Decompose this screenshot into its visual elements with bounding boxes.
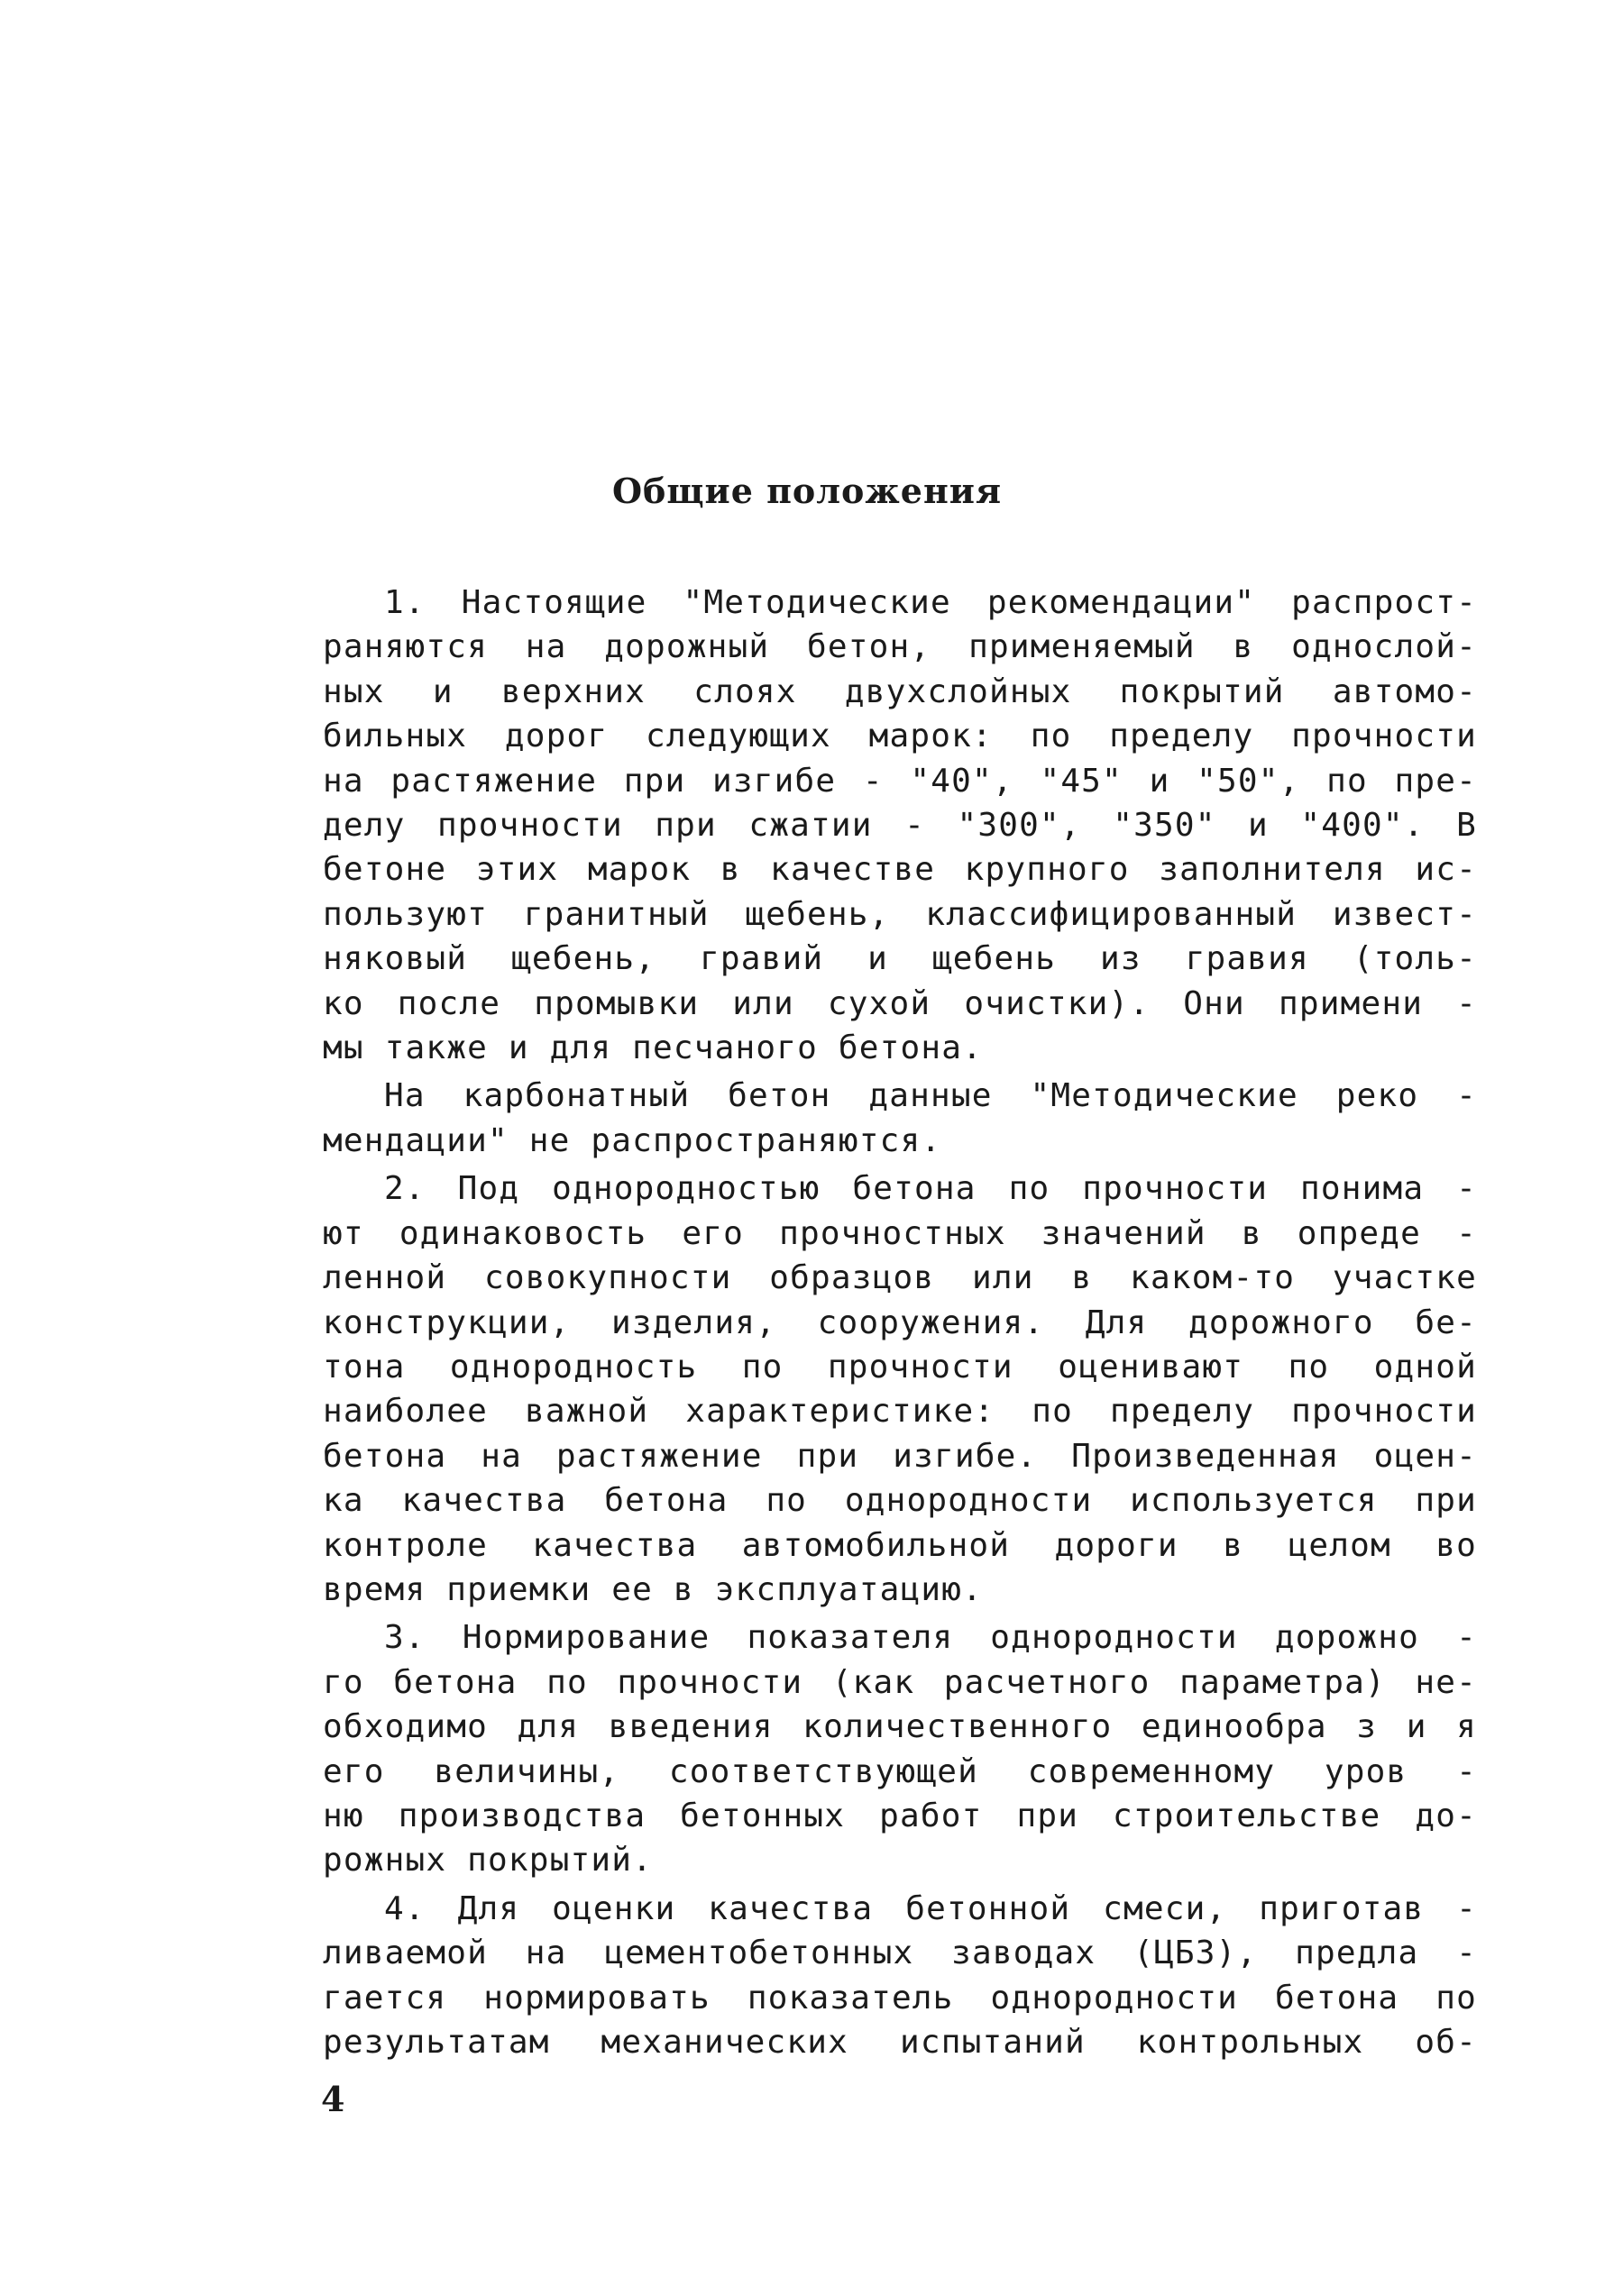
paragraph-4 — [323, 1615, 1477, 1882]
text-line: 1. Настоящие "Методические рекомендации" распрост- — [384, 584, 1477, 621]
text-line: ют одинаковость его прочностных значений в опреде - — [323, 1214, 1477, 1252]
text-line: время приемки ее в эксплуатацию. — [323, 1570, 983, 1608]
text-line: раняются на дорожный бетон, применяемый в однослой- — [323, 628, 1477, 666]
paragraph-5 — [323, 1887, 1477, 2065]
text-line: На карбонатный бетон данные "Методические реко - — [384, 1077, 1477, 1115]
paragraph-2 — [323, 1074, 1477, 1163]
text-line: тона однородность по прочности оценивают по одной — [323, 1348, 1477, 1386]
text-line: на растяжение при изгибе - "40", "45" и "50", по пре- — [323, 762, 1477, 800]
paragraph-1 — [323, 581, 1477, 1070]
text-line: няковый щебень, гравий и щебень из гравия (толь- — [323, 940, 1477, 978]
text-line: бильных дорог следующих марок: по пределу прочности — [323, 718, 1477, 755]
text-line: ленной совокупности образцов или в каком-то участке — [323, 1259, 1477, 1297]
section-title: Общие положения — [611, 471, 1003, 511]
text-line: контроле качества автомобильной дороги в целом во — [323, 1526, 1477, 1564]
text-line: 4. Для оценки качества бетонной смеси, приготав - — [384, 1889, 1477, 1927]
body-text — [323, 581, 1477, 2068]
text-line: его величины, соответствующей современному уров - — [323, 1752, 1477, 1790]
paragraph-3 — [323, 1166, 1477, 1612]
text-line: мы также и для песчаного бетона. — [323, 1029, 983, 1067]
text-line: 2. Под однородностью бетона по прочности понима - — [384, 1170, 1477, 1208]
text-line: делу прочности при сжатии - "300", "350" и "400". В — [323, 807, 1477, 845]
text-line: наиболее важной характеристике: по пределу прочности — [323, 1393, 1477, 1431]
text-line: результатам механических испытаний контрольных об- — [323, 2024, 1477, 2061]
text-line: гается нормировать показатель однородности бетона по — [323, 1979, 1477, 2017]
text-line: пользуют гранитный щебень, классифицированный извест- — [323, 895, 1477, 933]
text-line: бетона на растяжение при изгибе. Произведенная оцен- — [323, 1437, 1477, 1475]
text-line: 3. Нормирование показателя однородности дорожно - — [384, 1619, 1477, 1657]
text-line: ливаемой на цементобетонных заводах (ЦБЗ), предла - — [323, 1935, 1477, 1972]
text-line: ка качества бетона по однородности используется при — [323, 1482, 1477, 1520]
text-line: ню производства бетонных работ при строительстве до- — [323, 1797, 1477, 1834]
text-line: ных и верхних слоях двухслойных покрытий автомо- — [323, 672, 1477, 710]
text-line: го бетона по прочности (как расчетного параметра) не- — [323, 1663, 1477, 1701]
text-line: обходимо для введения количественного единообра з и я — [323, 1708, 1477, 1746]
text-line: рожных покрытий. — [323, 1842, 653, 1880]
text-line: конструкции, изделия, сооружения. Для дорожного бе- — [323, 1304, 1477, 1341]
text-line: мендации" не распространяются. — [323, 1121, 942, 1159]
text-line: бетоне этих марок в качестве крупного заполнителя ис- — [323, 851, 1477, 889]
text-line: ко после промывки или сухой очистки). Они примени - — [323, 984, 1477, 1022]
page-number: 4 — [321, 2079, 345, 2119]
